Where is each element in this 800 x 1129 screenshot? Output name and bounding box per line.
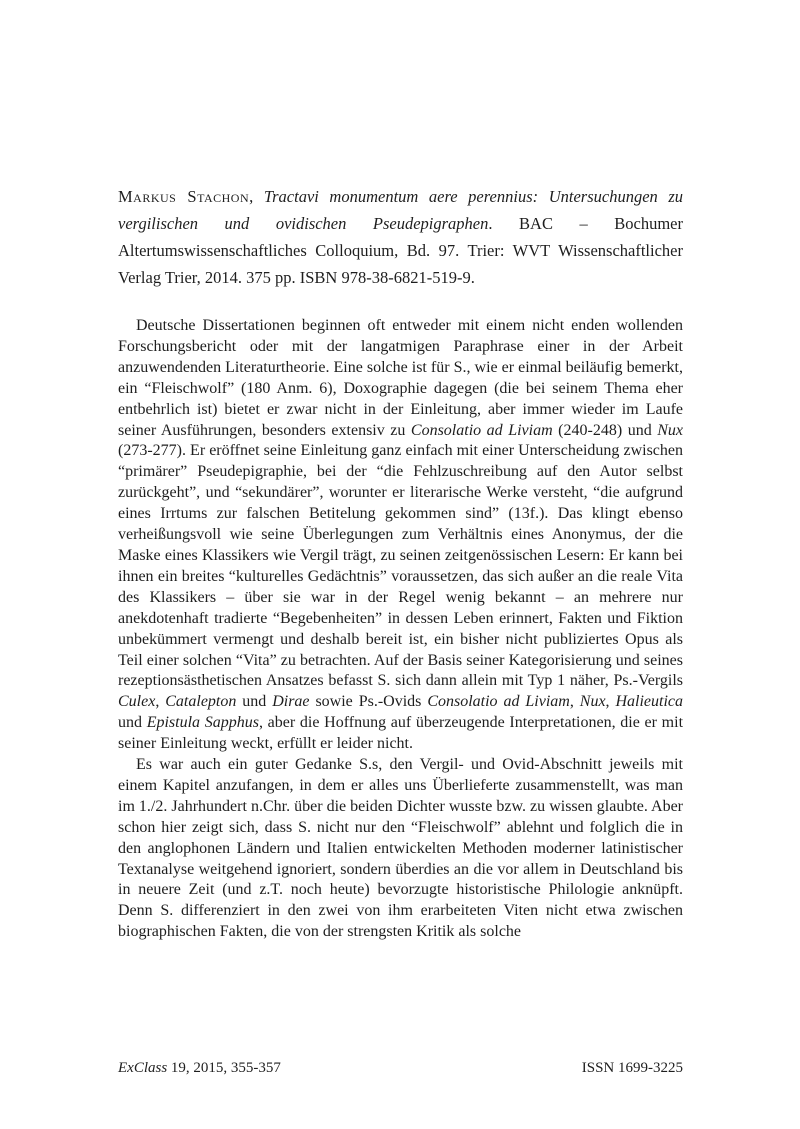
book-citation [118,183,683,291]
text-segment: Markus Stachon [118,187,250,206]
text-segment: Nux [579,693,606,711]
journal-page [118,183,683,943]
text-segment: Catalepton [165,693,237,711]
text-segment: Tractavi monumentum aere perennius: Untersuchungen zu vergilischen und ovidischen Pseudepigraphen [118,187,684,233]
text-segment: , [155,693,166,711]
journal-reference [118,1059,281,1078]
text-segment: ExClass [118,1060,168,1076]
review-paragraph-2 [118,755,683,943]
issn-number: ISSN 1699-3225 [581,1060,683,1076]
text-segment: Consolatio ad Liviam [410,421,553,439]
text-segment: Deutsche Dissertationen beginnen oft entweder mit einem nicht enden wollenden Forschungsbericht oder mit der langatmigen Paraphrase einer in der Arbeit anzuwendenden Literaturtheorie. Eine solche ist für S., wie er einmal beiläufig bemerkt, ein “Fleischwolf” (180 Anm. 6), Doxographie dagegen (die bei seinem Thema eher entbehrlich ist) bietet er zwar nicht in der Einleitung, aber immer wieder im Laufe seiner Ausführungen, besonders extensiv zu [118,317,683,439]
text-segment: Dirae [272,693,310,711]
review-paragraph-1 [118,316,683,755]
text-segment: Es war auch ein guter Gedanke S.s, den Vergil- und Ovid-Abschnitt jeweils mit einem Kapitel anzufangen, in dem er alles uns Überlieferte zusammenstellt, was man im 1./2. Jahrhundert n.Chr. über die beiden Dichter wusste bzw. zu wissen glaubte. Aber schon hier zeigt sich, dass S. nicht nur den “Fleischwolf” ablehnt und folglich die in den anglophonen Ländern und Italien entwickelten Methoden moderner latinistischer Textanalyse weitgehend ignoriert, sondern überdies an die vor allem in Deutschland bis in neuere Zeit (und z.T. noch heute) bevorzugte historistische Philologie anknüpft. Denn S. differenziert in den zwei von ihm erarbeiteten Viten nicht etwa zwischen biographischen Fakten, die von der strengsten Kritik als solche [118,756,683,941]
text-segment: , [605,693,616,711]
text-segment: und [236,693,273,711]
text-segment: und [118,714,147,732]
text-segment: 19, 2015, 355-357 [167,1060,281,1076]
text-segment: Epistula Sapphus [146,714,259,732]
text-segment: Halieutica [615,693,684,711]
text-segment: (240-248) und [552,421,658,439]
text-segment: sowie Ps.-Ovids [309,693,428,711]
review-body [118,316,683,943]
text-segment: , [249,187,264,206]
page-footer [118,1059,683,1078]
text-segment: (273-277). Er eröffnet seine Einleitung ganz einfach mit einer Unterscheidung zwischen “primärer” Pseudepigraphie, bei der “die Fehlzuschreibung auf den Autor selbst zurückgeht”, und “sekundärer”, worunter er literarische Werke versteht, “die aufgrund eines Irrtums zur falschen Betitelung gekommen sind” (13f.). Das klingt ebenso verheißungsvoll wie seine Überlegungen zum Verhältnis eines Anonymus, der die Maske eines Klassikers wie Vergil trägt, zu seinen zeitgenössischen Lesern: Er kann bei ihnen ein breites “kulturelles Gedächtnis” voraussetzen, das sich außer an die reale Vita des Klassikers – über sie war in der Regel wenig bekannt – an mehrere nur anekdotenhaft tradierte “Begebenheiten” in dessen Leben erinnert, Fakten und Fiktion unbekümmert vermengt und deshalb bereit ist, ein bisher nicht publiziertes Opus als Teil einer solchen “Vita” zu betrachten. Auf der Basis seiner Kategorisierung und seines rezeptionsästhetischen Ansatzes befasst S. sich dann allein mit Typ 1 näher, Ps.-Vergils [118,442,683,690]
text-segment: . BAC – Bochumer Altertumswissenschaftliches Colloquium, Bd. 97. Trier: WVT Wissenschaftlicher Verlag Trier, 2014. 375 pp. ISBN 978-38-6821-519-9. [118,214,683,287]
text-segment: , aber die Hoffnung auf überzeugende Interpretationen, die er mit seiner Einleitung weckt, erfüllt er leider nicht. [118,714,684,753]
text-segment: Culex [118,693,156,711]
text-segment: Nux [657,421,684,439]
text-segment: , [569,693,580,711]
text-segment: Consolatio ad Liviam [427,693,570,711]
